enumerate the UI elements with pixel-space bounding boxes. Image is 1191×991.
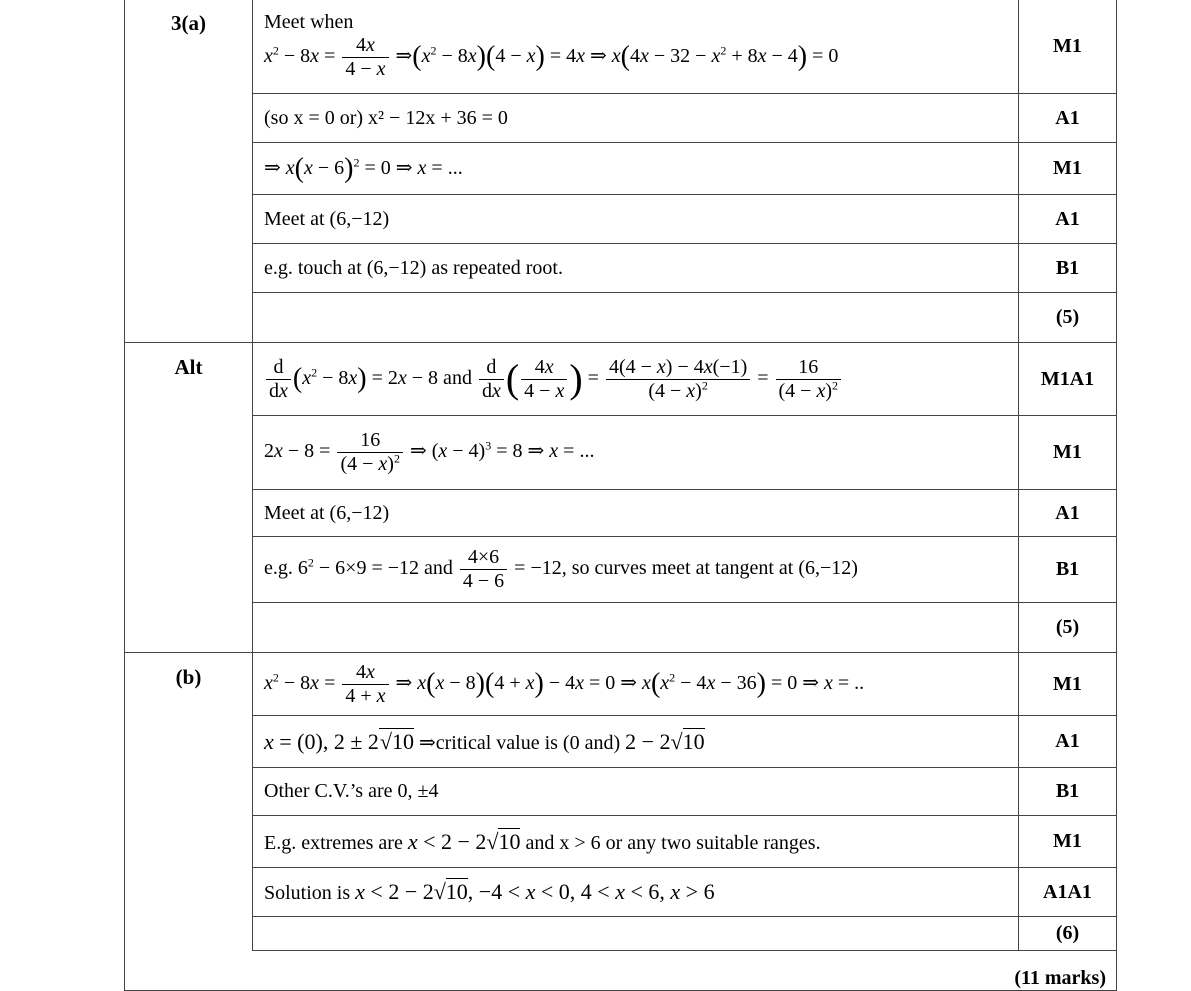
working-b-blank <box>253 917 1019 951</box>
total-marks: (11 marks) <box>125 951 1117 991</box>
working-alt-line4: e.g. $6^2 - 6\times 9 = -12$ and $\frac{4\times 6}{4 - 6}$ = −12, so curves meet at tangent at (6,−12) <box>253 537 1019 603</box>
subtotal-3a: (5) <box>1019 293 1117 343</box>
mark-3a-2: A1 <box>1019 94 1117 143</box>
question-label-alt: Alt <box>125 343 253 653</box>
working-3a-blank <box>253 293 1019 343</box>
mark-b-5: A1A1 <box>1019 868 1117 917</box>
extremes-suffix: or any two suitable ranges. <box>605 831 821 854</box>
working-3a-line1 <box>253 0 1019 94</box>
mark-b-4: M1 <box>1019 816 1117 868</box>
working-b-line2: x = (0), 2 ± 2√10 ⇒critical value is (0 and) 2 − 2√10 <box>253 716 1019 768</box>
mark-3a-5: B1 <box>1019 244 1117 293</box>
working-3a-line3: ⇒ $x(x - 6)^2 = 0$ ⇒ x = ... <box>253 143 1019 195</box>
working-b-line5: Solution is x < 2 − 2√10, −4 < x < 0, 4 < x < 6, x > 6 <box>253 868 1019 917</box>
working-3a-line4: Meet at (6,−12) <box>253 195 1019 244</box>
meet-when-text: Meet when <box>264 11 354 33</box>
mark-3a-3: M1 <box>1019 143 1117 195</box>
extremes-mid: and x > 6 <box>525 831 601 854</box>
mark-b-2: A1 <box>1019 716 1117 768</box>
critical-value-text: critical value is (0 and) <box>435 731 621 754</box>
mark-3a-4: A1 <box>1019 195 1117 244</box>
question-label-3a: 3(a) <box>125 0 253 343</box>
mark-alt-4: B1 <box>1019 537 1117 603</box>
mark-3a-1: M1 <box>1019 0 1117 94</box>
question-label-b: (b) <box>125 653 253 951</box>
working-3a-line5: e.g. touch at (6,−12) as repeated root. <box>253 244 1019 293</box>
mark-alt-3: A1 <box>1019 490 1117 537</box>
mark-scheme-table <box>124 0 1117 991</box>
working-alt-line2: 2x − 8 = $\frac{16}{(4 - x)^2}$ ⇒ $(x - 4)^3 = 8$ ⇒ x = ... <box>253 416 1019 490</box>
subtotal-b: (6) <box>1019 917 1117 951</box>
working-b-line4: E.g. extremes are x < 2 − 2√10 and x > 6 or any two suitable ranges. <box>253 816 1019 868</box>
working-alt-line1: $\frac{d}{dx}$ $(x^2 - 8x) = 2x - 8$ and $\frac{d}{dx}$ ( $\frac{4x}{4 - x}$ ) = $\frac{4(4 - x) - 4x(-1)}{(4 - x)^2}$ = $\frac{16}{(4 - x)^2}$ <box>253 343 1019 416</box>
working-b-line3: Other C.V.’s are 0, ±4 <box>253 768 1019 816</box>
equation-3a-1: $x^2 - 8x$ = $\frac{4x}{4 - x}$ $\Rightarrow(x^2 - 8x)(4 - x) = 4x$ ⇒ $x(4x - 32 - x^2 + 8x - 4) = 0$ <box>264 34 839 80</box>
extremes-prefix: E.g. extremes are <box>264 831 403 854</box>
working-3a-line2: (so x = 0 or) x² − 12x + 36 = 0 <box>253 94 1019 143</box>
mark-alt-2: M1 <box>1019 416 1117 490</box>
subtotal-alt: (5) <box>1019 603 1117 653</box>
working-alt-line3: Meet at (6,−12) <box>253 490 1019 537</box>
mark-b-3: B1 <box>1019 768 1117 816</box>
working-b-line1: $x^2 - 8x$ = $\frac{4x}{4 + x}$ ⇒ x(x − 8)(4 + x) − 4x = 0 ⇒ $x(x^2 - 4x - 36) = 0$ ⇒ x = .. <box>253 653 1019 716</box>
alt-conclusion-text: , so curves meet at tangent at (6,−12) <box>561 557 858 580</box>
working-alt-blank <box>253 603 1019 653</box>
mark-alt-1: M1A1 <box>1019 343 1117 416</box>
mark-b-1: M1 <box>1019 653 1117 716</box>
solution-prefix: Solution is <box>264 882 351 904</box>
